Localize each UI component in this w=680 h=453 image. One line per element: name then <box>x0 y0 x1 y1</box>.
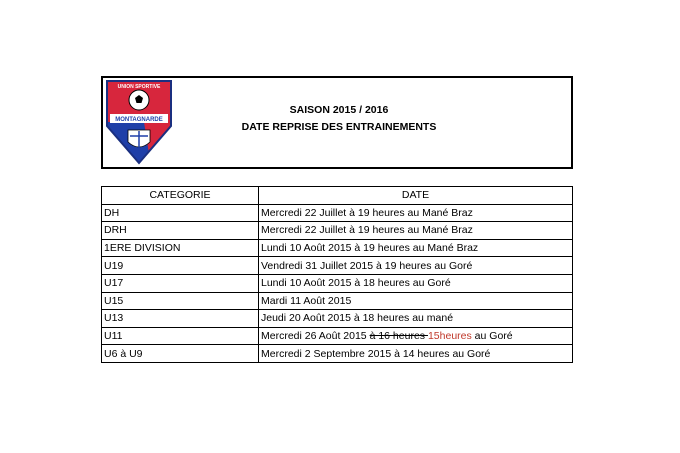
page-title: SAISON 2015 / 2016 <box>289 104 389 116</box>
date-cell <box>259 327 573 345</box>
corrected-time-text: 15heures <box>427 330 472 343</box>
date-cell: Lundi 10 Août 2015 à 18 heures au Goré <box>259 274 573 292</box>
table-row <box>102 257 573 275</box>
table-row <box>102 345 573 363</box>
date-cell: Mercredi 22 Juillet à 19 heures au Mané Braz <box>259 204 573 222</box>
struck-time-text: à 16 heures <box>369 330 428 343</box>
date-location-text: au Goré <box>471 330 513 343</box>
club-shield-logo <box>104 78 174 166</box>
date-text: Mercredi 26 Août 2015 <box>261 330 370 343</box>
table-row <box>102 327 573 345</box>
table-row <box>102 239 573 257</box>
table-header-row <box>102 187 573 205</box>
category-cell: DH <box>102 204 259 222</box>
logo-text-bottom: MONTAGNARDE <box>115 117 163 123</box>
category-cell: U15 <box>102 292 259 310</box>
page-subtitle: DATE REPRISE DES ENTRAINEMENTS <box>241 121 437 133</box>
table-row <box>102 274 573 292</box>
logo-text-top: UNION SPORTIVE <box>117 84 161 90</box>
category-cell: U13 <box>102 310 259 328</box>
category-cell: U6 à U9 <box>102 345 259 363</box>
category-cell: U17 <box>102 274 259 292</box>
date-cell: Mardi 11 Août 2015 <box>259 292 573 310</box>
table-row <box>102 310 573 328</box>
date-cell: Lundi 10 Août 2015 à 19 heures au Mané Braz <box>259 239 573 257</box>
schedule-table <box>101 186 573 363</box>
date-cell: Mercredi 22 Juillet à 19 heures au Mané Braz <box>259 222 573 240</box>
category-cell: 1ERE DIVISION <box>102 239 259 257</box>
date-cell: Vendredi 31 Juillet 2015 à 19 heures au Goré <box>259 257 573 275</box>
category-cell: U11 <box>102 327 259 345</box>
date-cell: Jeudi 20 Août 2015 à 18 heures au mané <box>259 310 573 328</box>
category-cell: U19 <box>102 257 259 275</box>
column-header-date: DATE <box>259 187 573 205</box>
title-block <box>180 102 498 136</box>
table-row <box>102 204 573 222</box>
category-cell: DRH <box>102 222 259 240</box>
table-row <box>102 222 573 240</box>
table-row <box>102 292 573 310</box>
column-header-category: CATEGORIE <box>102 187 259 205</box>
date-cell: Mercredi 2 Septembre 2015 à 14 heures au Goré <box>259 345 573 363</box>
